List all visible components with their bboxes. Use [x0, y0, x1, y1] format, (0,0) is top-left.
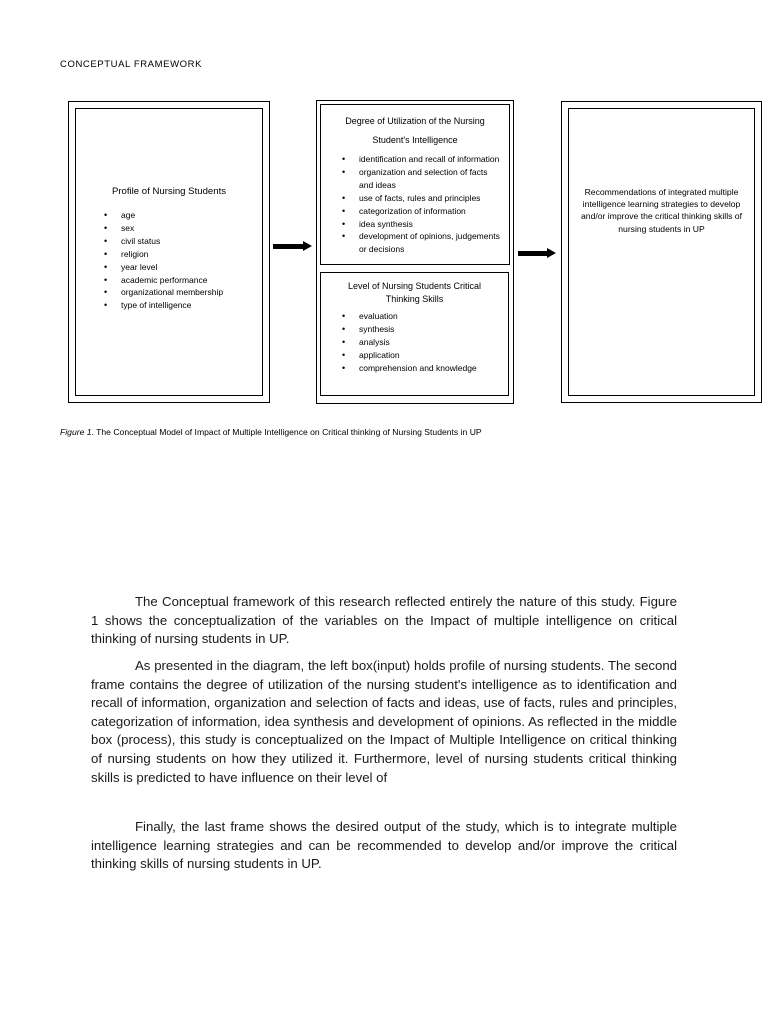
list-item: • development of opinions, judgements or decisions — [340, 230, 500, 256]
input-frame — [68, 101, 270, 403]
input-box-title: Profile of Nursing Students — [111, 186, 227, 197]
arrow-right-icon — [273, 241, 312, 251]
figure-label: Figure 1 — [60, 427, 92, 437]
list-item: • age — [102, 209, 223, 222]
process-top-list — [340, 153, 500, 256]
paragraph: Finally, the last frame shows the desired output of the study, which is to integrate multiple intelligence learning strategies and can be recommended to develop and/or improve the critical thinking skills of nursing students in UP. — [91, 819, 677, 872]
list-item: • religion — [102, 248, 223, 261]
list-item: • idea synthesis — [340, 218, 500, 231]
list-item: • civil status — [102, 235, 223, 248]
arrow-right-icon — [518, 248, 556, 258]
paragraph: As presented in the diagram, the left box(input) holds profile of nursing students. The second frame contains the degree of utilization of the nursing student's intelligence as to identification and recall of information, organization and selection of facts and ideas, use of facts, rules and principles, categorization of information, idea synthesis and development of opinions. As reflected in the middle box (process), this study is conceptualized on the Impact of Multiple Intelligence on critical thinking of nursing students on how they utilized it. Furthermore, level of nursing students critical thinking skills is predicted to have influence on their level of — [91, 658, 677, 785]
list-item: • sex — [102, 222, 223, 235]
output-frame — [561, 101, 762, 403]
list-item: • evaluation — [340, 310, 480, 323]
list-item: • identification and recall of information — [340, 153, 500, 166]
list-item: • organization and selection of facts and ideas — [340, 166, 500, 192]
list-item: • synthesis — [340, 323, 480, 336]
process-top-wrap — [316, 100, 514, 269]
input-box-list — [102, 209, 223, 312]
process-box-top — [320, 104, 510, 265]
list-item: • analysis — [340, 336, 480, 349]
input-box — [75, 108, 263, 396]
list-item: • use of facts, rules and principles — [340, 192, 500, 205]
list-item: • type of intelligence — [102, 299, 223, 312]
process-box-bottom — [320, 272, 509, 396]
page-heading: CONCEPTUAL FRAMEWORK — [60, 59, 203, 70]
caption-text: . The Conceptual Model of Impact of Multiple Intelligence on Critical thinking of Nursing Students in UP — [91, 427, 482, 437]
process-top-title: Degree of Utilization of the Nursing Student's Intelligence — [345, 116, 485, 145]
list-item: • organizational membership — [102, 286, 223, 299]
process-bottom-list — [340, 310, 480, 375]
figure-caption — [60, 427, 482, 437]
paragraph: The Conceptual framework of this research reflected entirely the nature of this study. Figure 1 shows the conceptualization of the variables on the Impact of multiple intelligence on critical thinking of nursing students in UP. — [91, 594, 677, 647]
output-box-text: Recommendations of integrated multiple intelligence learning strategies to develop and/or improve the critical thinking skills of nursing students in UP — [581, 187, 742, 234]
process-bottom-title: Level of Nursing Students Critical Thinking Skills — [347, 281, 482, 304]
list-item: • application — [340, 349, 480, 362]
list-item: • categorization of information — [340, 205, 500, 218]
list-item: • year level — [102, 261, 223, 274]
output-box — [568, 108, 755, 396]
list-item: • comprehension and knowledge — [340, 362, 480, 375]
list-item: • academic performance — [102, 274, 223, 287]
